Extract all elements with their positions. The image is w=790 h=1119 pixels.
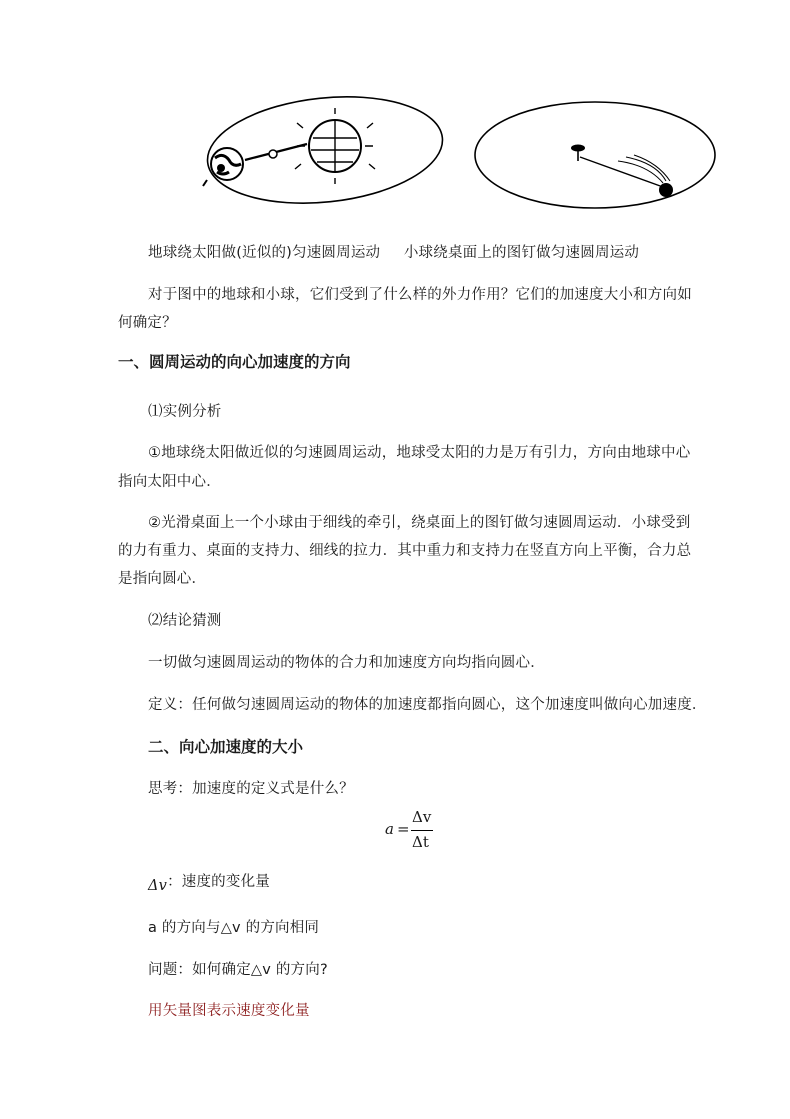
example2-line3: 是指向圆心．	[118, 571, 207, 587]
intro-line2: 何确定？	[118, 315, 177, 331]
earth-sun-illustration	[195, 88, 445, 213]
sub-heading-analysis: ⑴实例分析	[148, 404, 222, 420]
formula-lhs: a	[385, 820, 394, 838]
think-question: 思考：加速度的定义式是什么？	[148, 781, 354, 797]
same-direction-text: a 的方向与△v 的方向相同	[148, 920, 320, 936]
sub-heading-conclusion: ⑵结论猜测	[148, 613, 222, 629]
ball-pin-illustration	[468, 95, 723, 215]
formula-eq: =	[397, 820, 410, 838]
example2-line2: 的力有重力、桌面的支持力、细线的拉力．其中重力和支持力在竖直方向上平衡，合力总	[118, 543, 692, 559]
formula-numerator: Δv	[412, 808, 432, 826]
section1-heading: 一、圆周运动的向心加速度的方向	[118, 353, 351, 371]
caption-right: 小球绕桌面上的图钉做匀速圆周运动	[403, 245, 640, 261]
vector-diagram-hint: 用矢量图表示速度变化量	[148, 1003, 310, 1019]
intro-line1: 对于图中的地球和小球，它们受到了什么样的外力作用？它们的加速度大小和方向如	[148, 287, 692, 303]
example1-line2: 指向太阳中心．	[118, 474, 221, 490]
caption-left: 地球绕太阳做(近似的)匀速圆周运动	[148, 245, 381, 261]
section2-heading: 二、向心加速度的大小	[148, 738, 304, 756]
fraction-bar	[411, 830, 433, 831]
direction-question: 问题：如何确定△v 的方向?	[148, 962, 328, 978]
acceleration-formula	[385, 808, 445, 854]
formula-denominator: Δt	[412, 833, 429, 851]
definition-text: 定义：任何做匀速圆周运动的物体的加速度都指向圆心，这个加速度叫做向心加速度．	[148, 697, 707, 713]
example2-line1: ②光滑桌面上一个小球由于细线的牵引，绕桌面上的图钉做匀速圆周运动．小球受到	[148, 515, 691, 531]
delta-v-description: ：速度的变化量	[167, 874, 270, 890]
conclusion-text: 一切做匀速圆周运动的物体的合力和加速度方向均指向圆心．	[148, 655, 545, 671]
delta-v-symbol: Δv	[148, 878, 168, 894]
example1-line1: ①地球绕太阳做近似的匀速圆周运动，地球受太阳的力是万有引力，方向由地球中心	[148, 445, 691, 461]
